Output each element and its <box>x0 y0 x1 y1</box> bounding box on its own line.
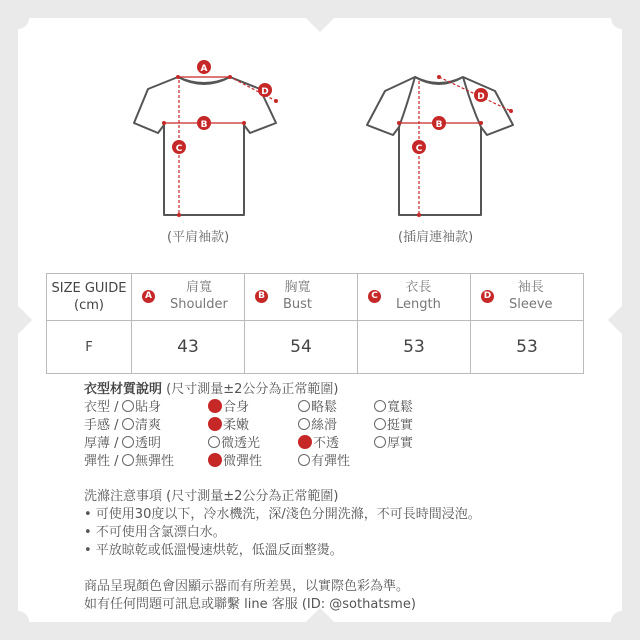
selected-dot-icon <box>208 453 222 467</box>
regular-sleeve-tshirt-diagram <box>120 55 290 225</box>
marker-b-label: B <box>435 120 443 130</box>
empty-circle-icon <box>122 400 134 412</box>
material-option <box>298 453 350 471</box>
material-title: 衣型材質說明 <box>84 382 163 397</box>
bust-value: 54 <box>245 321 358 374</box>
shoulder-en: Shoulder <box>170 297 228 312</box>
material-option <box>208 453 262 471</box>
material-option-label: 透明 <box>135 436 162 451</box>
material-option-label: 柔嫩 <box>223 418 250 433</box>
material-option <box>374 417 413 435</box>
material-note: (尺寸測量±2公分為正常範圍) <box>166 382 339 397</box>
bust-en: Bust <box>283 297 313 312</box>
marker-d-label: D <box>261 87 269 97</box>
empty-circle-icon <box>374 418 386 430</box>
length-value: 53 <box>358 321 471 374</box>
material-row-label: 衣型 / <box>84 400 119 415</box>
material-option-label: 厚實 <box>387 436 414 451</box>
material-option-label: 挺實 <box>387 418 414 433</box>
bust-header <box>245 274 358 321</box>
marker-d-label: D <box>477 92 485 102</box>
sleeve-value: 53 <box>471 321 584 374</box>
sleeve-en: Sleeve <box>509 297 553 312</box>
marker-c-label: C <box>415 144 423 154</box>
raglan-sleeve-tshirt-diagram <box>355 55 525 225</box>
material-option <box>208 417 249 435</box>
marker-c-label: C <box>175 144 183 154</box>
material-option <box>298 399 337 417</box>
material-option-label: 清爽 <box>135 418 162 433</box>
material-option-label: 微透光 <box>221 436 261 451</box>
size-guide-table <box>46 273 584 374</box>
size-label: F <box>47 321 132 374</box>
bust-zh: 胸寬 <box>284 280 311 295</box>
material-row-label: 厚薄 / <box>84 436 119 451</box>
material-option <box>208 399 249 417</box>
sleeve-zh: 袖長 <box>517 280 544 295</box>
material-option-label: 略鬆 <box>311 400 338 415</box>
material-option-label: 貼身 <box>135 400 162 415</box>
sleeve-header <box>471 274 584 321</box>
corner-decoration <box>7 7 29 29</box>
sleeve-badge: D <box>481 290 494 303</box>
material-option-label: 不透 <box>313 436 340 451</box>
bust-badge: B <box>255 290 268 303</box>
material-option-label: 有彈性 <box>311 454 351 469</box>
contact-info: 如有任何問題可訊息或聯繫 line 客服 (ID: @sothatsme) <box>84 597 416 612</box>
shoulder-header <box>132 274 245 321</box>
care-item: • 平放晾乾或低溫慢速烘乾，低溫反面整燙。 <box>84 543 343 558</box>
empty-circle-icon <box>122 436 134 448</box>
table-header-row <box>47 274 584 321</box>
length-en: Length <box>396 297 441 312</box>
empty-circle-icon <box>374 400 386 412</box>
empty-circle-icon <box>298 400 310 412</box>
care-item: • 可使用30度以下，冷水機洗，深/淺色分開洗滌，不可長時間浸泡。 <box>84 507 481 522</box>
empty-circle-icon <box>298 418 310 430</box>
size-guide-unit: (cm) <box>74 298 104 313</box>
material-option <box>122 435 161 453</box>
empty-circle-icon <box>122 454 134 466</box>
care-title: 洗滌注意事項 (尺寸測量±2公分為正常範圍) <box>84 489 339 504</box>
table-row <box>47 321 584 374</box>
marker-a-label: A <box>200 64 208 74</box>
empty-circle-icon <box>208 436 220 448</box>
shoulder-zh: 肩寬 <box>185 280 212 295</box>
material-option <box>122 399 161 417</box>
corner-decoration <box>611 611 633 633</box>
material-row-label: 彈性 / <box>84 454 119 469</box>
shoulder-badge: A <box>142 290 155 303</box>
length-header <box>358 274 471 321</box>
material-heading <box>84 381 338 399</box>
shoulder-value: 43 <box>132 321 245 374</box>
selected-dot-icon <box>208 417 222 431</box>
color-disclaimer: 商品呈現顏色會因顯示器而有所差異，以實際色彩為準。 <box>84 579 410 594</box>
empty-circle-icon <box>122 418 134 430</box>
material-option-label: 微彈性 <box>223 454 263 469</box>
material-option <box>374 399 413 417</box>
care-item: • 不可使用含氯漂白水。 <box>84 525 226 540</box>
corner-decoration <box>611 7 633 29</box>
selected-dot-icon <box>298 435 312 449</box>
material-row-label: 手感 / <box>84 418 119 433</box>
length-zh: 衣長 <box>405 280 432 295</box>
material-option <box>298 417 337 435</box>
size-guide-title: SIZE GUIDE <box>51 281 127 296</box>
regular-sleeve-caption: (平肩袖款) <box>167 230 230 245</box>
size-guide-header <box>47 274 132 321</box>
material-option <box>122 453 174 471</box>
selected-dot-icon <box>208 399 222 413</box>
marker-b-label: B <box>200 120 208 130</box>
length-badge: C <box>368 290 381 303</box>
material-option-label: 合身 <box>223 400 250 415</box>
material-option-label: 絲滑 <box>311 418 338 433</box>
raglan-sleeve-caption: (插肩連袖款) <box>398 230 474 245</box>
material-option <box>298 435 339 453</box>
material-option <box>122 417 161 435</box>
material-option-label: 無彈性 <box>135 454 175 469</box>
empty-circle-icon <box>374 436 386 448</box>
material-option <box>374 435 413 453</box>
empty-circle-icon <box>298 454 310 466</box>
material-option-label: 寬鬆 <box>387 400 414 415</box>
material-option <box>208 435 260 453</box>
corner-decoration <box>7 611 29 633</box>
